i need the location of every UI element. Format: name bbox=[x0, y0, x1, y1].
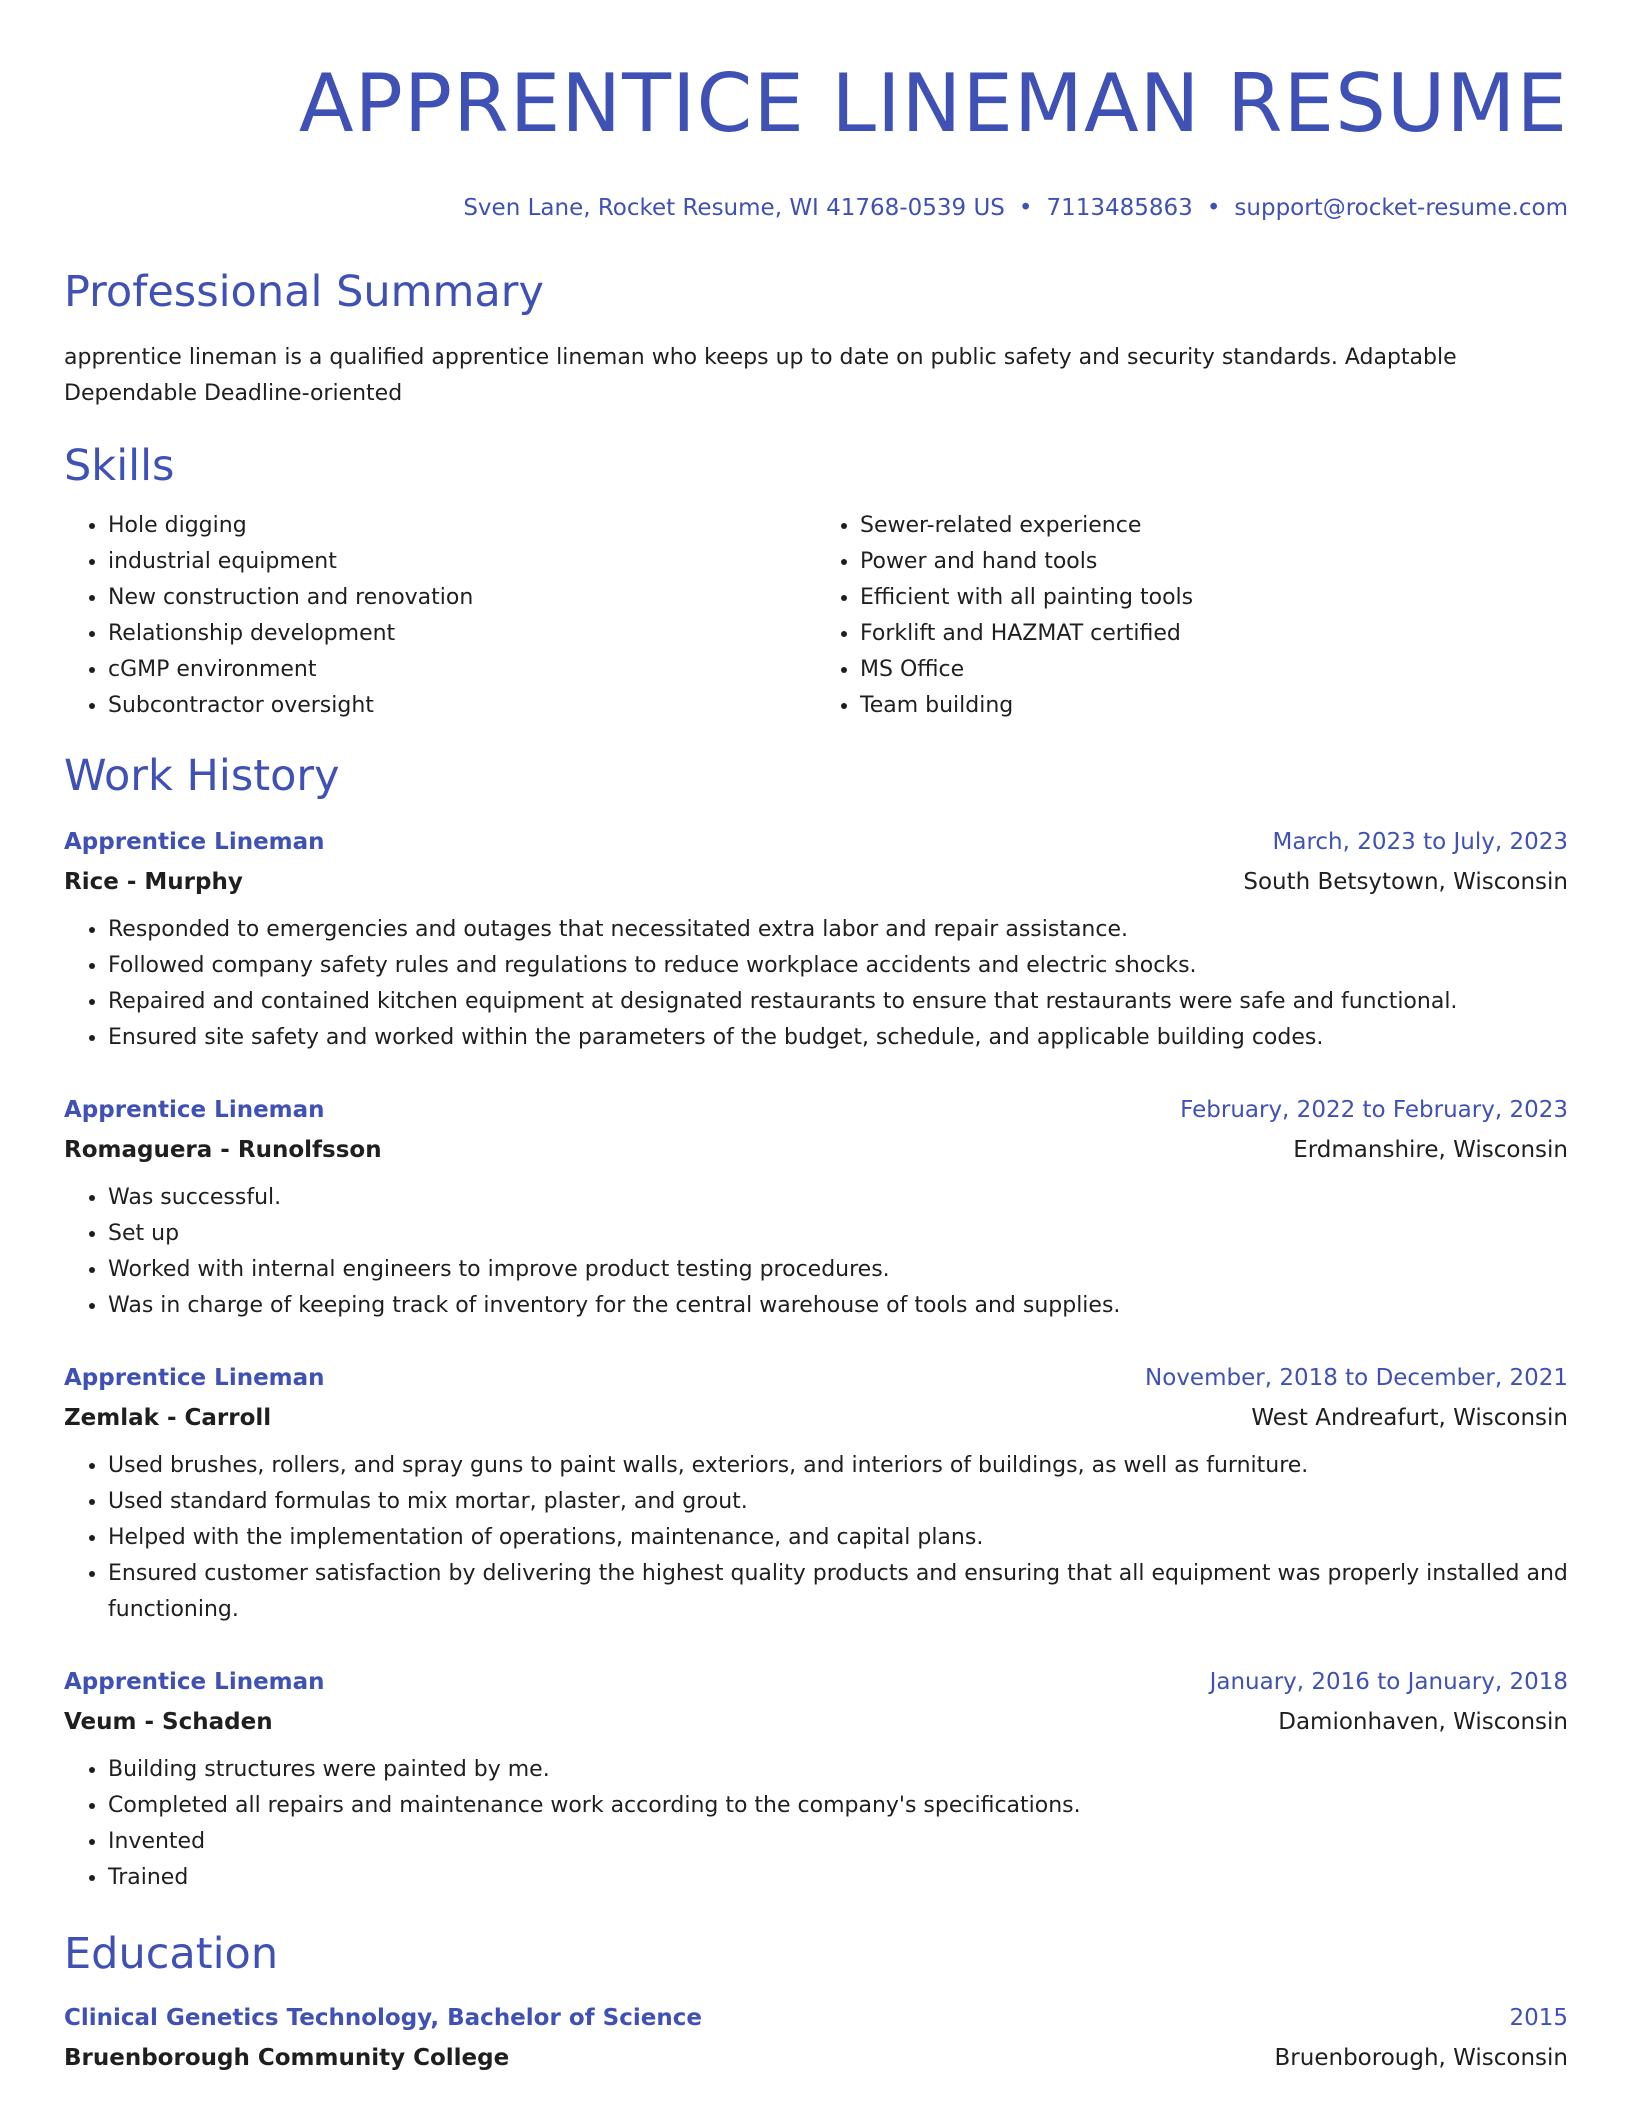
contact-separator: • bbox=[1206, 195, 1221, 221]
job-title: Apprentice Lineman bbox=[64, 1097, 325, 1123]
skill-item: • Subcontractor oversight bbox=[108, 688, 816, 724]
job-bullet: • Repaired and contained kitchen equipment at designated restaurants to ensure that restaurants were safe and functional. bbox=[108, 984, 1568, 1020]
contact-line bbox=[64, 192, 1568, 224]
contact-separator: • bbox=[1018, 195, 1033, 221]
education-location: Bruenborough, Wisconsin bbox=[1274, 2045, 1568, 2071]
skill-item: • Efficient with all painting tools bbox=[860, 580, 1568, 616]
job-bullets bbox=[64, 1180, 1568, 1324]
job-bullet: • Was in charge of keeping track of inventory for the central warehouse of tools and supplies. bbox=[108, 1288, 1568, 1324]
job-location: Erdmanshire, Wisconsin bbox=[1293, 1137, 1568, 1163]
job-title: Apprentice Lineman bbox=[64, 1365, 325, 1391]
job-title: Apprentice Lineman bbox=[64, 829, 325, 855]
skill-item: • Hole digging bbox=[108, 508, 816, 544]
summary-text: apprentice lineman is a qualified apprentice lineman who keeps up to date on public safety and security standards. Adaptable Dependable Deadline-oriented bbox=[64, 345, 1457, 406]
contact-email: support@rocket-resume.com bbox=[1234, 195, 1568, 221]
education-entry bbox=[64, 1998, 1568, 2078]
skill-item: • industrial equipment bbox=[108, 544, 816, 580]
job-bullet: • Ensured site safety and worked within the parameters of the budget, schedule, and applicable building codes. bbox=[108, 1020, 1568, 1056]
job-location: West Andreafurt, Wisconsin bbox=[1251, 1405, 1568, 1431]
job-entry bbox=[64, 822, 1568, 1056]
job-location: Damionhaven, Wisconsin bbox=[1278, 1709, 1568, 1735]
job-bullet: • Helped with the implementation of operations, maintenance, and capital plans. bbox=[108, 1520, 1568, 1556]
skill-item: • Sewer-related experience bbox=[860, 508, 1568, 544]
resume-header bbox=[64, 56, 1568, 224]
job-location: South Betsytown, Wisconsin bbox=[1243, 869, 1568, 895]
job-bullet: • Ensured customer satisfaction by delivering the highest quality products and ensuring that all equipment was properly installed and functioning. bbox=[108, 1556, 1568, 1628]
job-dates: February, 2022 to February, 2023 bbox=[1180, 1097, 1568, 1123]
job-bullet: • Worked with internal engineers to improve product testing procedures. bbox=[108, 1252, 1568, 1288]
job-bullet: • Trained bbox=[108, 1860, 1568, 1896]
skills-heading: Skills bbox=[64, 441, 175, 491]
skill-item: • New construction and renovation bbox=[108, 580, 816, 616]
summary-heading: Professional Summary bbox=[64, 267, 544, 317]
job-company: Veum - Schaden bbox=[64, 1709, 273, 1735]
job-dates: January, 2016 to January, 2018 bbox=[1209, 1669, 1568, 1695]
skill-item: • MS Office bbox=[860, 652, 1568, 688]
job-bullet: • Completed all repairs and maintenance work according to the company's specifications. bbox=[108, 1788, 1568, 1824]
skill-item: • Team building bbox=[860, 688, 1568, 724]
job-title: Apprentice Lineman bbox=[64, 1669, 325, 1695]
education-heading: Education bbox=[64, 1929, 279, 1979]
contact-address: Sven Lane, Rocket Resume, WI 41768-0539 US bbox=[463, 195, 1005, 221]
job-company: Romaguera - Runolfsson bbox=[64, 1137, 382, 1163]
job-bullet: • Used standard formulas to mix mortar, plaster, and grout. bbox=[108, 1484, 1568, 1520]
job-entry bbox=[64, 1358, 1568, 1628]
job-dates: March, 2023 to July, 2023 bbox=[1272, 829, 1568, 855]
skill-item: • Forklift and HAZMAT certified bbox=[860, 616, 1568, 652]
job-bullets bbox=[64, 1752, 1568, 1896]
job-bullet: • Followed company safety rules and regulations to reduce workplace accidents and electric shocks. bbox=[108, 948, 1568, 984]
skills-list bbox=[64, 508, 1568, 724]
job-company: Rice - Murphy bbox=[64, 869, 243, 895]
work-history-heading: Work History bbox=[64, 751, 340, 801]
job-bullet: • Set up bbox=[108, 1216, 1568, 1252]
education-degree: Clinical Genetics Technology, Bachelor of Science bbox=[64, 2005, 702, 2031]
job-bullet: • Invented bbox=[108, 1824, 1568, 1860]
resume-title: APPRENTICE LINEMAN RESUME bbox=[298, 57, 1568, 150]
skills-column-right bbox=[816, 508, 1568, 724]
skill-item: • Power and hand tools bbox=[860, 544, 1568, 580]
job-company: Zemlak - Carroll bbox=[64, 1405, 272, 1431]
contact-phone: 7113485863 bbox=[1046, 195, 1193, 221]
job-bullets bbox=[64, 1448, 1568, 1628]
job-bullet: • Used brushes, rollers, and spray guns to paint walls, exteriors, and interiors of buildings, as well as furniture. bbox=[108, 1448, 1568, 1484]
skill-item: • Relationship development bbox=[108, 616, 816, 652]
job-bullets bbox=[64, 912, 1568, 1056]
job-entry bbox=[64, 1662, 1568, 1896]
education-school: Bruenborough Community College bbox=[64, 2045, 510, 2071]
job-bullet: • Was successful. bbox=[108, 1180, 1568, 1216]
job-entry bbox=[64, 1090, 1568, 1324]
skills-column-left bbox=[64, 508, 816, 724]
education-year: 2015 bbox=[1509, 2005, 1568, 2031]
job-bullet: • Responded to emergencies and outages that necessitated extra labor and repair assistance. bbox=[108, 912, 1568, 948]
job-dates: November, 2018 to December, 2021 bbox=[1145, 1365, 1568, 1391]
skill-item: • cGMP environment bbox=[108, 652, 816, 688]
job-bullet: • Building structures were painted by me. bbox=[108, 1752, 1568, 1788]
